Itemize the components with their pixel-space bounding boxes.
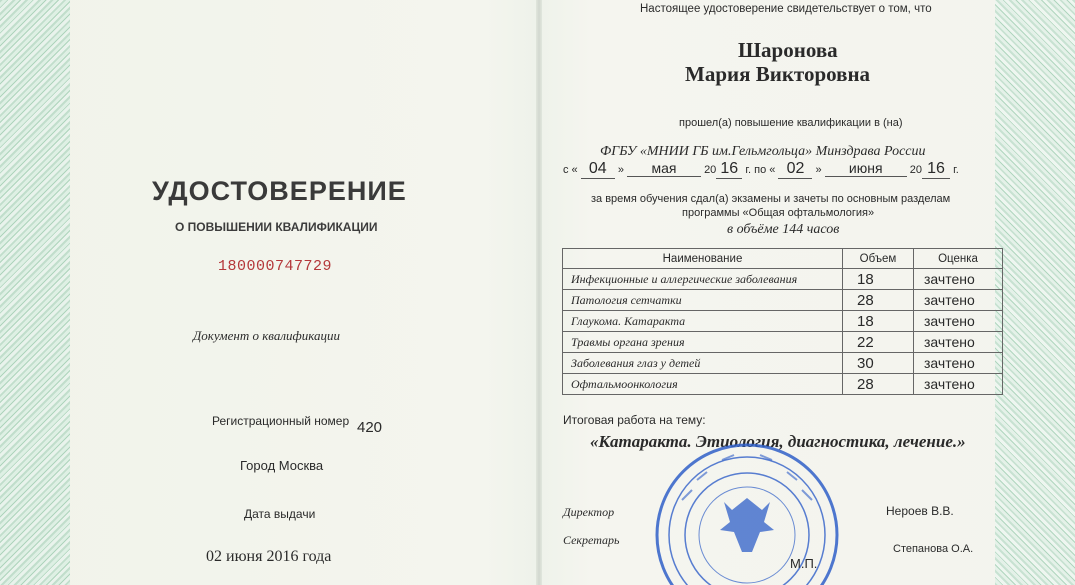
issue-date-label: Дата выдачи xyxy=(244,507,316,521)
subject-name: Травмы органа зрения xyxy=(563,332,843,353)
page-fold xyxy=(536,0,542,585)
holder-given-names: Мария Викторовна xyxy=(685,62,871,86)
to-day: 02 xyxy=(778,160,812,179)
from-month: мая xyxy=(627,160,701,177)
serial-number: 180000747729 xyxy=(218,258,333,275)
table-row xyxy=(563,290,1003,311)
organization: ФГБУ «МНИИ ГБ им.Гельмгольца» Минздрава России xyxy=(600,144,926,159)
header-grade: Оценка xyxy=(914,249,1003,269)
final-work-label: Итоговая работа на тему: xyxy=(563,413,706,427)
subject-name: Офтальмоонкология xyxy=(563,374,843,395)
registration-label: Регистрационный номер xyxy=(212,414,350,428)
intro-text: Настоящее удостоверение свидетельствует о том, что xyxy=(640,3,932,15)
subject-volume: 28 xyxy=(843,290,914,311)
date-suffix: г. xyxy=(953,164,959,176)
subject-volume: 18 xyxy=(843,311,914,332)
table-row xyxy=(563,353,1003,374)
subjects-table xyxy=(562,248,1003,395)
hours: в объёме 144 часов xyxy=(727,222,840,237)
subject-volume: 18 xyxy=(843,269,914,290)
subject-grade: зачтено xyxy=(914,332,1003,353)
issue-date: 02 июня 2016 года xyxy=(206,548,332,565)
secretary-label: Секретарь xyxy=(563,533,620,547)
subject-grade: зачтено xyxy=(914,311,1003,332)
to-text: г. по « xyxy=(745,164,776,176)
period-line-2: программы «Общая офтальмология» xyxy=(682,207,875,219)
to-mid: » xyxy=(815,164,822,176)
from-day: 04 xyxy=(581,160,615,179)
table-row xyxy=(563,269,1003,290)
director-label: Директор xyxy=(563,505,615,519)
from-year-prefix: 20 xyxy=(704,164,717,176)
director-name: Нероев В.В. xyxy=(886,504,954,518)
registration-number: 420 xyxy=(357,419,383,436)
subject-grade: зачтено xyxy=(914,290,1003,311)
document-type: Документ о квалификации xyxy=(193,328,340,343)
passed-text: прошел(а) повышение квалификации в (на) xyxy=(679,117,903,129)
subject-name: Заболевания глаз у детей xyxy=(563,353,843,374)
header-volume: Объем xyxy=(843,249,914,269)
training-dates xyxy=(563,160,959,179)
from-mid: » xyxy=(617,164,624,176)
subject-volume: 30 xyxy=(843,353,914,374)
table-row xyxy=(563,374,1003,395)
city: Город Москва xyxy=(240,458,324,473)
to-year-prefix: 20 xyxy=(909,164,923,176)
final-work-topic: «Катаракта. Этиология, диагностика, лечение.» xyxy=(590,432,966,451)
table-row xyxy=(563,311,1003,332)
subject-grade: зачтено xyxy=(914,374,1003,395)
subject-grade: зачтено xyxy=(914,353,1003,374)
guilloche-border-left xyxy=(0,0,70,585)
secretary-name: Степанова О.А. xyxy=(893,543,974,555)
header-name: Наименование xyxy=(563,249,843,269)
certificate-subtitle: О ПОВЫШЕНИИ КВАЛИФИКАЦИИ xyxy=(175,220,378,234)
table-row xyxy=(563,332,1003,353)
subject-grade: зачтено xyxy=(914,269,1003,290)
to-year: 16 xyxy=(922,160,950,179)
table-header-row xyxy=(563,249,1003,269)
subject-volume: 28 xyxy=(843,374,914,395)
certificate-title: УДОСТОВЕРЕНИЕ xyxy=(152,176,407,206)
holder-surname: Шаронова xyxy=(738,38,838,62)
subject-name: Глаукома. Катаракта xyxy=(563,311,843,332)
stamp-mark: М.П. xyxy=(790,556,818,571)
period-line-1: за время обучения сдал(а) экзамены и зачеты по основным разделам xyxy=(591,193,951,205)
subject-volume: 22 xyxy=(843,332,914,353)
subject-name: Патология сетчатки xyxy=(563,290,843,311)
from-year: 16 xyxy=(716,160,742,179)
subject-name: Инфекционные и аллергические заболевания xyxy=(563,269,843,290)
to-month: июня xyxy=(825,160,907,177)
guilloche-border-right xyxy=(995,0,1075,585)
from-prefix: с « xyxy=(563,164,578,176)
